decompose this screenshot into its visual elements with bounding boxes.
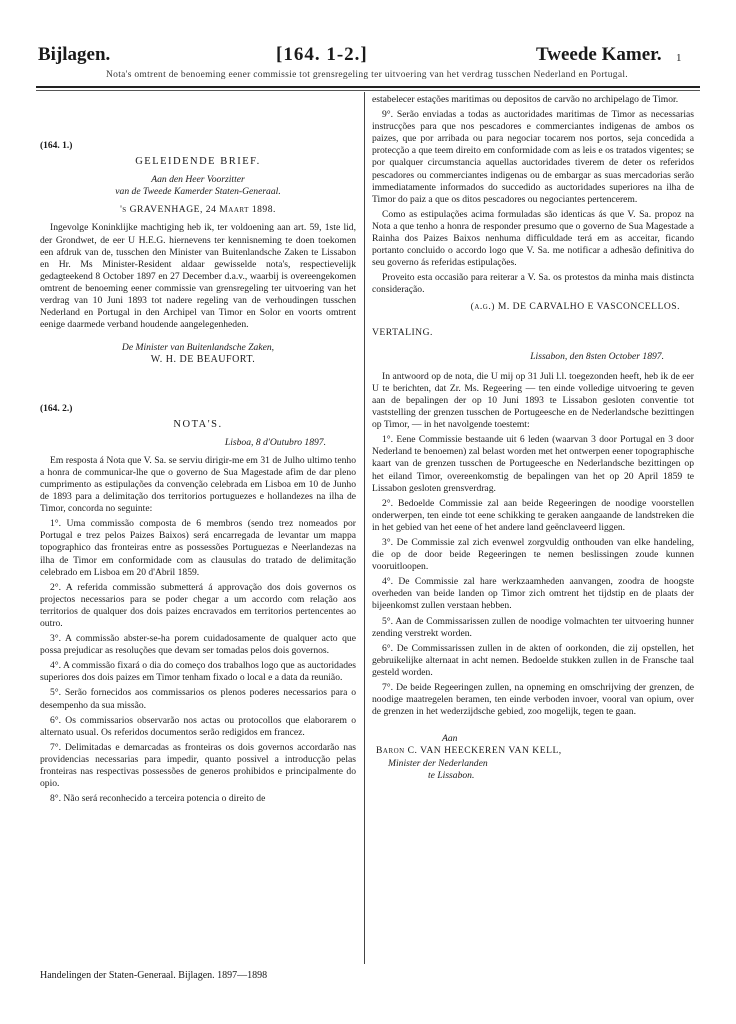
vertaling-article-1: 1°. Eene Commissie bestaande uit 6 leden (waarvan 3 door Portugal en 3 door Nederland te benoemen) zal belast worden met het ontwerpen eener topographische kaart van de grenzen tusschen de Portugeesche en Nederlandsche bezittingen op het eiland Timor, overeenkomstig de bepalingen van het op 20 April 1859 te Lissabon gesloten grensverdrag. bbox=[372, 434, 694, 494]
vertaling-article-2: 2°. Bedoelde Commissie zal aan beide Regeeringen de noodige voorstellen onderwerpen, ten einde tot eene schikking te geraken aangaande de landstreken die in het gebied van het eene of het andere land geënclaveerd liggen. bbox=[372, 497, 694, 533]
nota-article-4: 4°. A commissão fixará o dia do começo dos trabalhos logo que as auctoridades superiores dos dois paizes em Timor tenham fixado o local e a data da reunião. bbox=[40, 660, 356, 684]
left-column bbox=[40, 94, 356, 808]
header-rule-thick bbox=[36, 86, 700, 88]
nota-intro: Em resposta á Nota que V. Sa. se serviu dirigir-me em 31 de Julho ultimo tenho a honra de communicar-lhe que o governo de Sua Magestade afim de dar pleno cumprimento as estipulações da convenção celebrada em Lisboa em 10 de Junho de 1893 para a delimitação dos territorios portuguezes e hollandezes na ilha de Timor, concorda no seguinte: bbox=[40, 454, 356, 515]
nota-article-3: 3°. A commissão abster-se-ha porem cuidadosamente de qualquer acto que possa prejudicar as resoluções que devam ser tomadas pelos dois governos. bbox=[40, 633, 356, 657]
nota-article-8: 8°. Não será reconhecido a terceira potencia o direito de bbox=[50, 793, 266, 805]
nota-article-1: 1°. Uma commissão composta de 6 membros (sendo trez nomeados por Portugal e trez pelos Paizes Baixos) será encarregada de levantar um mappa topographico das fronteiras entre as possessões Portuguezas e Neerlandezas na ilha de Timor em conformidade com as clausulas do tratado de delimitação celebrado em Lisboa em 20 d'Abril 1859. bbox=[40, 518, 356, 578]
nota-article-9: 9°. Serão enviadas a todas as auctoridades maritimas de Timor as necessarias instrucções para que nos pescadores e commerciantes indigenas de ambos os paizes, que por arribada ou para negociar tocarem nos portos, seja concedida a protecção a que teem direito em conformidade com as leis e os tratados vigentes; se por qualquer circumstancia aquellas auctoridades tiverem de deter os referidos pescadores ou commerciantes indigenas ou de embargar as suas mercadorias serão immediatamente informados do succedido as auctoridades superiores na ilha de Timor do paiz a que os ditos pescadores ou negociantes pertencerem. bbox=[372, 109, 694, 205]
ref-164-1: (164. 1.) bbox=[40, 141, 73, 151]
nota-date: Lisboa, 8 d'Outubro 1897. bbox=[224, 436, 326, 448]
vertaling-date: Lissabon, den 8sten October 1897. bbox=[530, 350, 664, 362]
minister-name: W. H. DE BEAUFORT. bbox=[150, 354, 256, 366]
ref-164-2: (164. 2.) bbox=[40, 403, 73, 414]
vertaling-intro: In antwoord op de nota, die U mij op 31 Juli l.l. toegezonden heeft, heb ik de eer U te berichten, dat Zr. Ms. Regeering — ten einde volledige uitvoering te geven aan de bepalingen der op 10 Juni 1893 te Lissabon gesloten conventie tot vaststelling der grenzen tusschen de Portugeesche en de Nederlandsche bezittingen op Timor, — in het navolgende toestemt: bbox=[372, 370, 694, 431]
nota-title: NOTA'S. bbox=[173, 418, 223, 430]
letter-dateline: 's GRAVENHAGE, 24 Maart 1898. bbox=[120, 204, 276, 216]
vertaling-heading: VERTALING. bbox=[372, 326, 433, 338]
nota-article-7: 7°. Delimitadas e demarcadas as fronteiras os dois governos accordarão nas providencias necessarias para impedir, quanto possivel a introducção pelas fronteiras nas respectivas possessões de generos prohibidos e principalmente do opio. bbox=[40, 741, 356, 790]
column-divider bbox=[364, 92, 365, 964]
address-name: Baron C. VAN HEECKEREN VAN KELL, bbox=[376, 745, 562, 757]
page-number: 1 bbox=[676, 52, 682, 64]
letter-title: GELEIDENDE BRIEF. bbox=[135, 156, 261, 168]
letter-addressee-1: Aan den Heer Voorzitter bbox=[151, 174, 245, 186]
header-right: Tweede Kamer. bbox=[536, 44, 662, 65]
nota-closing: Proveito esta occasião para reiterar a V. Sa. os protestos da minha mais distincta consideração. bbox=[372, 272, 694, 296]
header-center: [164. 1-2.] bbox=[276, 44, 368, 65]
nota-signature: (a.g.) M. DE CARVALHO E VASCONCELLOS. bbox=[470, 300, 680, 312]
vertaling-article-6: 6°. De Commissarissen zullen in de akten of oorkonden, die zij opstellen, het gebruikelijke alternaat in acht nemen. Bedoelde stukken zullen in de Fransche taal gesteld worden. bbox=[372, 642, 694, 678]
vertaling-article-3: 3°. De Commissie zal zich evenwel zorgvuldig onthouden van elke handeling, die op de door beide Regeeringen te nemen beslissingen zoude kunnen vooruitloopen. bbox=[372, 537, 694, 573]
nota-article-2: 2°. A referida commissão submetterá á approvação dos dois governos os projectos necessarios para se poder chegar a um accordo com relação aos territorios de qualquer dos dois paizes encravados em territorios pertencentes ao outro. bbox=[40, 581, 356, 629]
header-left: Bijlagen. bbox=[38, 44, 111, 65]
vertaling-article-4: 4°. De Commissie zal hare werkzaamheden aanvangen, zoodra de hoogste overheden van beide landen op Timor zich omtrent het tijdstip en de plaats der bijeenkomst zullen verstaan hebben. bbox=[372, 576, 694, 612]
vertaling-article-7: 7°. De beide Regeeringen zullen, na opneming en omschrijving der grenzen, de noodige maatregelen beramen, ten einde verboden invoer, vooral van opium, over de grenzen in het wederzijdsche gebied, zoo mogelijk, tegen te gaan. bbox=[372, 682, 694, 718]
address-aan: Aan bbox=[442, 733, 458, 745]
nota-article-5: 5°. Serão fornecidos aos commissarios os plenos poderes necessarios para o desempenho da sua missão. bbox=[40, 687, 356, 711]
minister-title: De Minister van Buitenlandsche Zaken, bbox=[121, 342, 275, 354]
right-column bbox=[372, 94, 694, 782]
address-title: Minister der Nederlanden bbox=[388, 757, 488, 769]
nota-article-8-continued: estabelecer estações maritimas ou depositos de carvão no archipelago de Timor. bbox=[372, 94, 679, 105]
address-place: te Lissabon. bbox=[428, 769, 475, 781]
page-footer: Handelingen der Staten-Generaal. Bijlagen. 1897—1898 bbox=[40, 970, 268, 981]
letter-addressee-2: van de Tweede Kamerder Staten-Generaal. bbox=[115, 186, 281, 198]
letter-body: Ingevolge Koninklijke machtiging heb ik, ter voldoening aan art. 59, 1ste lid, der Grondwet, de eer U H.E.G. hiernevens ter kennisneming te doen toekomen een afdruk van de, tusschen den Minister van Buitenlandsche Zaken te Lissabon en Hr. Ms Minister-Resident aldaar gewisselde nota's, respectievelijk gedagteekend 8 October 1897 en 27 December d.a.v., waarbij is overeengekomen omtrent de benoeming eener commissie van grensregeling ter uitvoering van het verdrag van 10 Juni 1893 tot nadere regeling van de verhoudingen tusschen Nederland en Portugal in den Archipel van Timor en Solor en voorts omtrent eenige daarmede verband houdende aangelegenheden. bbox=[40, 222, 356, 331]
nota-article-6: 6°. Os commissarios observarão nos actas ou protocollos que elaborarem o alternato usual. Os referidos documentos serão redigidos em francez. bbox=[40, 714, 356, 738]
header-subtitle: Nota's omtrent de benoeming eener commissie tot grensregeling ter uitvoering van het verdrag tusschen Nederland en Portugal. bbox=[106, 70, 628, 80]
nota-stipulations: Como as estipulações acima formuladas são identicas ás que V. Sa. propoz na Nota a que tenho a honra de responder presumo que o governo de Sua Magestade a Rainha dos Paizes Baixos nenhuma difficuldade terá em as acceitar, ficando portanto concluido o accordo logo que V. Sa. me notificar a adhesão definitiva do seu governo ás referidas estipulações. bbox=[372, 208, 694, 269]
vertaling-article-5: 5°. Aan de Commissarissen zullen de noodige volmachten ter uitvoering hunner zending verstrekt worden. bbox=[372, 615, 694, 639]
header-rule-thin bbox=[36, 90, 700, 91]
